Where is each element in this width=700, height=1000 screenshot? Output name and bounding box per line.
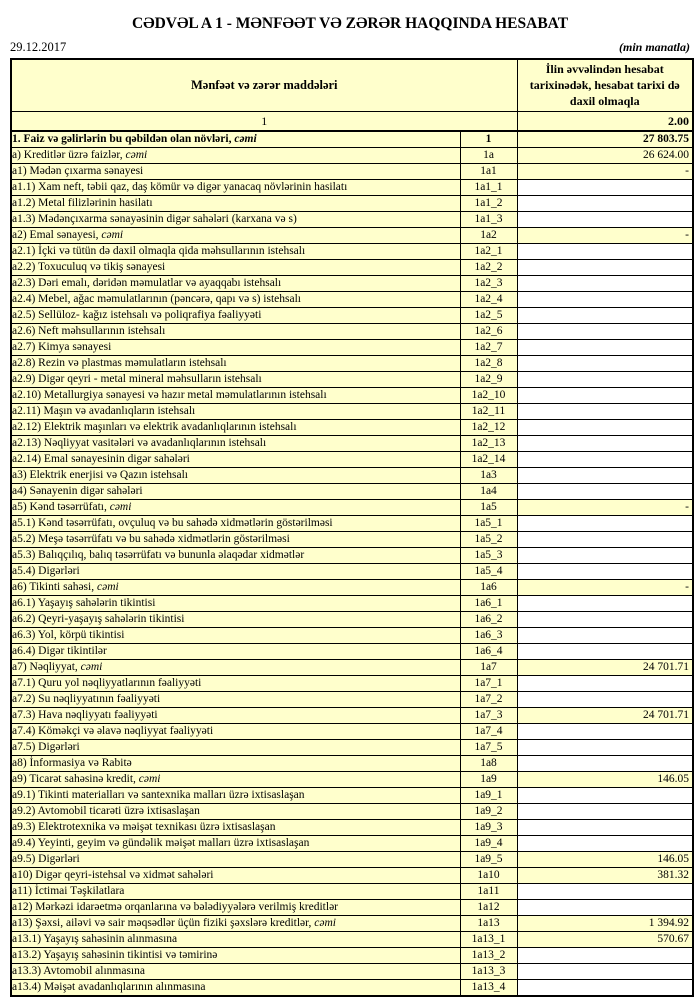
row-value [517,324,693,340]
row-value [517,436,693,452]
table-row [11,452,693,468]
row-code: 1a5_4 [460,564,517,580]
table-row [11,164,693,180]
row-label: a5.3) Balıqçılıq, balıq təsərrüfatı və bununla əlaqədar xidmətlər [11,548,460,564]
row-code: 1a2_10 [460,388,517,404]
row-value [517,692,693,708]
table-row [11,131,693,148]
row-code: 1a9_4 [460,836,517,852]
row-code: 1a2 [460,228,517,244]
row-value [517,308,693,324]
row-value [517,804,693,820]
row-code: 1a1_3 [460,212,517,228]
row-code: 1a5 [460,500,517,516]
row-label: a13.1) Yaşayış sahəsinin alınmasına [11,932,460,948]
row-label: a6.1) Yaşayış sahələrin tikintisi [11,596,460,612]
row-code: 1a9_3 [460,820,517,836]
row-label: a9.1) Tikinti materialları və santexnika malları üzrə ixtisaslaşan [11,788,460,804]
row-value [517,756,693,772]
row-value: 27 803.75 [517,131,693,148]
row-label: a13.3) Avtomobil alınmasına [11,964,460,980]
table-row [11,948,693,964]
table-row [11,260,693,276]
row-code: 1a5_1 [460,516,517,532]
row-label: a3) Elektrik enerjisi və Qazın istehsalı [11,468,460,484]
row-value [517,820,693,836]
items-column-header: Mənfəət və zərər maddələri [11,59,517,112]
table-row [11,964,693,980]
row-code: 1a6 [460,580,517,596]
row-label: a9) Ticarət sahəsinə kredit, cəmi [11,772,460,788]
row-label: a13.4) Məişət avadanlıqlarının alınmasına [11,980,460,997]
row-value: 1 394.92 [517,916,693,932]
row-code: 1a6_4 [460,644,517,660]
row-value [517,516,693,532]
table-row [11,244,693,260]
row-label: a5.1) Kənd təsərrüfatı, ovçuluq və bu sahədə xidmətlərin göstərilməsi [11,516,460,532]
row-value: 26 624.00 [517,148,693,164]
row-value [517,372,693,388]
row-label: a9.3) Elektrotexnika və məişət texnikası üzrə ixtisaslaşan [11,820,460,836]
row-code: 1a10 [460,868,517,884]
row-value [517,484,693,500]
row-code: 1a2_1 [460,244,517,260]
row-code: 1a12 [460,900,517,916]
row-label: a7) Nəqliyyat, cəmi [11,660,460,676]
row-label: a2.2) Toxuculuq və tikiş sənayesi [11,260,460,276]
row-label: a2.8) Rezin və plastmas məmulatların istehsalı [11,356,460,372]
table-row [11,932,693,948]
table-row [11,580,693,596]
table-row [11,740,693,756]
row-code: 1a2_9 [460,372,517,388]
table-row [11,500,693,516]
row-value [517,420,693,436]
row-label: a1.3) Mədənçıxarma sənayəsinin digər sahələri (karxana və s) [11,212,460,228]
table-row [11,532,693,548]
table-row [11,772,693,788]
row-value [517,980,693,997]
table-row [11,708,693,724]
row-code: 1a13_2 [460,948,517,964]
row-label: a7.4) Köməkçi və əlavə nəqliyyat fəaliyyəti [11,724,460,740]
row-label: a2.13) Nəqliyyat vasitələri və avadanlıqlarının istehsalı [11,436,460,452]
row-label: a2.9) Digər qeyri - metal mineral məhsulların istehsalı [11,372,460,388]
row-code: 1a9 [460,772,517,788]
row-value [517,276,693,292]
row-label: a7.5) Digərləri [11,740,460,756]
table-row [11,596,693,612]
row-label: a1.1) Xam neft, təbii qaz, daş kömür və digər yanacaq növlərinin hasilatı [11,180,460,196]
row-label: a1) Mədən çıxarma sənayesi [11,164,460,180]
row-code: 1a2_3 [460,276,517,292]
row-code: 1a7_5 [460,740,517,756]
value-column-number: 2.00 [517,112,693,132]
row-label: a2.12) Elektrik maşınları və elektrik avadanlıqlarının istehsalı [11,420,460,436]
table-row [11,804,693,820]
row-code: 1a1 [460,164,517,180]
row-code: 1a3 [460,468,517,484]
row-label: a2.14) Emal sənayesinin digər sahələri [11,452,460,468]
row-code: 1a6_1 [460,596,517,612]
row-value [517,676,693,692]
row-label: a13.2) Yaşayış sahəsinin tikintisi və təmirinə [11,948,460,964]
row-value [517,612,693,628]
row-value [517,724,693,740]
table-row [11,420,693,436]
row-code: 1a2_14 [460,452,517,468]
table-row [11,276,693,292]
table-row [11,884,693,900]
row-label: a2.4) Mebel, ağac məmulatlarının (pəncərə, qapı və s) istehsalı [11,292,460,308]
row-code: 1a2_13 [460,436,517,452]
row-value [517,596,693,612]
row-value: - [517,164,693,180]
report-table-body [11,131,693,996]
row-label: a7.1) Quru yol nəqliyyatlarının fəaliyyəti [11,676,460,692]
row-value [517,468,693,484]
meta-row [10,39,690,55]
table-row [11,388,693,404]
row-label: a13) Şəxsi, ailəvi və sair məqsədlər üçün fiziki şəxslərə kreditlər, cəmi [11,916,460,932]
row-code: 1a7_4 [460,724,517,740]
table-row [11,612,693,628]
table-row [11,756,693,772]
table-row [11,180,693,196]
report-table [10,58,694,997]
table-row [11,788,693,804]
row-label: a2.6) Neft məhsullarının istehsalı [11,324,460,340]
row-value [517,740,693,756]
row-code: 1a7_1 [460,676,517,692]
table-row [11,676,693,692]
row-value: 146.05 [517,772,693,788]
row-code: 1a13_1 [460,932,517,948]
row-label: a12) Mərkəzi idarəetmə orqanlarına və bələdiyyələrə verilmiş kreditlər [11,900,460,916]
row-code: 1a2_7 [460,340,517,356]
table-row [11,484,693,500]
row-code: 1a9_2 [460,804,517,820]
row-label: a6.3) Yol, körpü tikintisi [11,628,460,644]
row-label: a2.5) Sellüloz- kağız istehsalı və poliqrafiya fəaliyyəti [11,308,460,324]
row-value [517,388,693,404]
row-code: 1a5_2 [460,532,517,548]
items-column-number: 1 [11,112,517,132]
row-value [517,356,693,372]
column-number-row [11,112,693,132]
row-value: 570.67 [517,932,693,948]
table-row [11,196,693,212]
row-value [517,948,693,964]
value-column-header: İlin əvvəlindən hesabat tarixinədək, hesabat tarixi də daxil olmaqla [517,59,693,112]
row-code: 1a11 [460,884,517,900]
table-row [11,372,693,388]
table-row [11,228,693,244]
row-label: a2.1) İçki və tütün də daxil olmaqla qida məhsullarının istehsalı [11,244,460,260]
page-title: CƏDVƏL A 1 - MƏNFƏƏT VƏ ZƏRƏR HAQQINDA HESABAT [131,15,569,32]
table-row [11,324,693,340]
row-code: 1 [460,131,517,148]
table-row [11,692,693,708]
table-row [11,292,693,308]
row-value [517,564,693,580]
row-value [517,244,693,260]
table-row [11,724,693,740]
row-code: 1a2_6 [460,324,517,340]
row-code: 1a2_11 [460,404,517,420]
row-label: a9.5) Digərləri [11,852,460,868]
row-value [517,788,693,804]
table-row [11,628,693,644]
report-date: 29.12.2017 [10,40,67,54]
row-value [517,644,693,660]
row-label: a9.4) Yeyinti, geyim və gündəlik məişət malları üzrə ixtisaslaşan [11,836,460,852]
table-row [11,900,693,916]
table-row [11,820,693,836]
row-code: 1a [460,148,517,164]
row-value [517,900,693,916]
row-label: a2.10) Metallurgiya sənayesi və hazır metal məmulatlarının istehsalı [11,388,460,404]
unit-note: (min manatla) [618,40,690,54]
row-value [517,964,693,980]
row-label: a4) Sənayenin digər sahələri [11,484,460,500]
row-code: 1a9_5 [460,852,517,868]
row-code: 1a4 [460,484,517,500]
row-label: a11) İctimai Təşkilatlara [11,884,460,900]
row-value [517,212,693,228]
row-code: 1a1_1 [460,180,517,196]
row-code: 1a7_3 [460,708,517,724]
table-row [11,212,693,228]
row-label: a5.2) Meşə təsərrüfatı və bu sahədə xidmətlərin göstərilməsi [11,532,460,548]
row-value: - [517,580,693,596]
row-value [517,836,693,852]
row-label: a6) Tikinti sahəsi, cəmi [11,580,460,596]
table-row [11,468,693,484]
row-code: 1a9_1 [460,788,517,804]
table-row [11,660,693,676]
row-label: a7.2) Su nəqliyyatının fəaliyyəti [11,692,460,708]
row-code: 1a2_8 [460,356,517,372]
row-value [517,260,693,276]
row-label: a5.4) Digərləri [11,564,460,580]
row-value: - [517,228,693,244]
row-label: a2.7) Kimya sənayesi [11,340,460,356]
row-label: a6.4) Digər tikintilər [11,644,460,660]
table-row [11,852,693,868]
row-code: 1a13 [460,916,517,932]
table-row [11,564,693,580]
row-value [517,180,693,196]
row-label: a9.2) Avtomobil ticarəti üzrə ixtisaslaşan [11,804,460,820]
row-value [517,628,693,644]
row-value: 146.05 [517,852,693,868]
table-row [11,436,693,452]
table-row [11,916,693,932]
row-value [517,292,693,308]
row-label: a7.3) Hava nəqliyyatı fəaliyyəti [11,708,460,724]
row-value [517,404,693,420]
row-code: 1a13_3 [460,964,517,980]
row-code: 1a8 [460,756,517,772]
table-row [11,356,693,372]
table-row [11,404,693,420]
row-value [517,548,693,564]
row-code: 1a6_3 [460,628,517,644]
row-value [517,340,693,356]
row-label: a10) Digər qeyri-istehsal və xidmət sahələri [11,868,460,884]
row-code: 1a5_3 [460,548,517,564]
row-label: a) Kreditlər üzrə faizlər, cəmi [11,148,460,164]
table-row [11,868,693,884]
row-code: 1a13_4 [460,980,517,997]
header-row [11,59,693,112]
table-row [11,836,693,852]
table-row [11,548,693,564]
row-code: 1a2_4 [460,292,517,308]
row-value [517,196,693,212]
table-row [11,340,693,356]
row-label: a2.11) Maşın və avadanlıqların istehsalı [11,404,460,420]
table-row [11,644,693,660]
row-code: 1a7 [460,660,517,676]
row-label: a2) Emal sənayesi, cəmi [11,228,460,244]
row-value [517,452,693,468]
table-row [11,308,693,324]
row-code: 1a2_2 [460,260,517,276]
table-row [11,148,693,164]
table-row [11,516,693,532]
row-code: 1a6_2 [460,612,517,628]
row-label: 1. Faiz və gəlirlərin bu qəbildən olan növləri, cəmi [11,131,460,148]
table-row [11,980,693,997]
row-code: 1a2_12 [460,420,517,436]
row-value [517,532,693,548]
row-code: 1a1_2 [460,196,517,212]
row-label: a8) İnformasiya və Rabitə [11,756,460,772]
row-value: 24 701.71 [517,660,693,676]
row-label: a1.2) Metal filizlərinin hasilatı [11,196,460,212]
row-label: a6.2) Qeyri-yaşayış sahələrin tikintisi [11,612,460,628]
row-value [517,884,693,900]
row-label: a5) Kənd təsərrüfatı, cəmi [11,500,460,516]
row-code: 1a2_5 [460,308,517,324]
row-value: - [517,500,693,516]
row-label: a2.3) Dəri emalı, dəridən məmulatlar və ayaqqabı istehsalı [11,276,460,292]
row-value: 381.32 [517,868,693,884]
row-code: 1a7_2 [460,692,517,708]
row-value: 24 701.71 [517,708,693,724]
